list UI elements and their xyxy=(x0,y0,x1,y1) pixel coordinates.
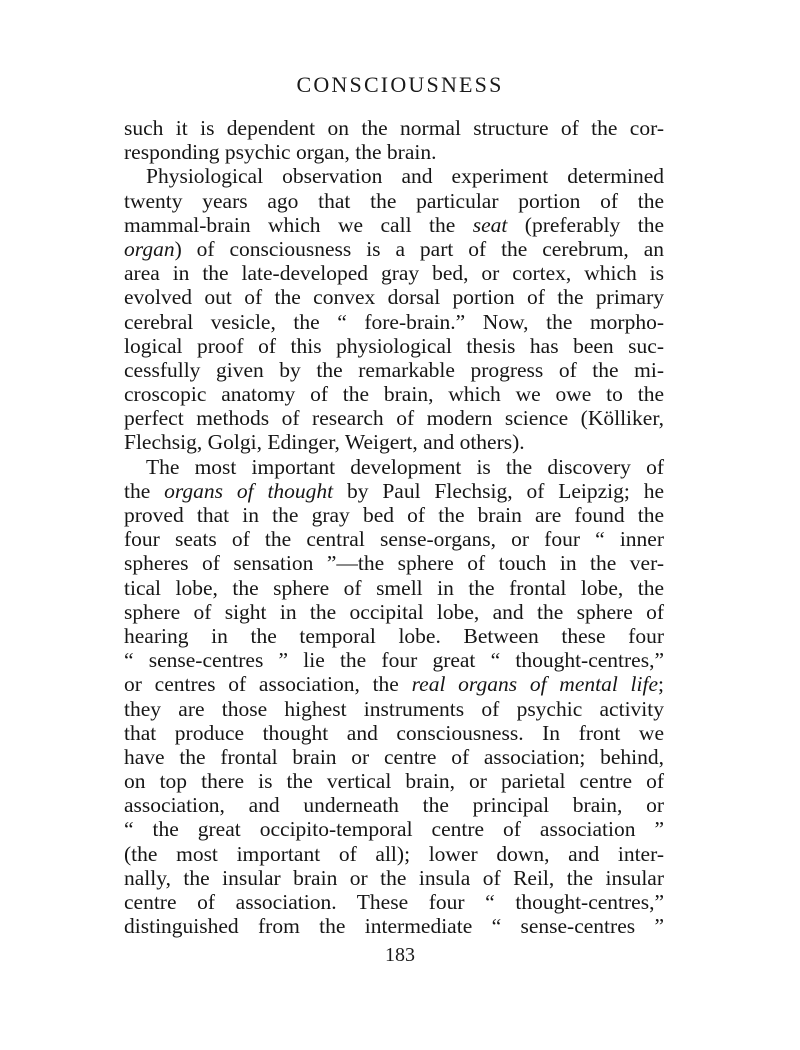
text-line: four seats of the central sense-organs, or four “ inner xyxy=(124,527,664,552)
text-line: have the frontal brain or centre of association; behind, xyxy=(124,744,664,769)
italic-text: organ xyxy=(124,236,175,261)
text-line: spheres of sensation ”—the sphere of touch in the ver- xyxy=(124,551,664,576)
text-line: evolved out of the convex dorsal portion of the primary xyxy=(124,285,664,310)
text-run: mammal-brain which we call the xyxy=(124,212,473,237)
text-line: nally, the insular brain or the insula of Reil, the insular xyxy=(124,865,664,890)
text-line: responding psychic organ, the brain. xyxy=(124,140,437,165)
italic-text: real organs of mental life xyxy=(411,672,659,697)
body-text xyxy=(124,116,664,938)
text-line: association, and underneath the principal brain, or xyxy=(124,793,664,818)
text-line xyxy=(124,479,664,503)
text-line: “ sense-centres ” lie the four great “ thought-centres,” xyxy=(124,648,664,673)
text-line: hearing in the temporal lobe. Between these four xyxy=(124,623,664,648)
text-line: distinguished from the intermediate “ sense-centres ” xyxy=(124,914,664,939)
text-line: tical lobe, the sphere of smell in the frontal lobe, the xyxy=(124,575,664,600)
text-run: ; xyxy=(658,672,664,697)
text-line: Physiological observation and experiment determined xyxy=(146,164,664,189)
text-run: by Paul Flechsig, of Leipzig; he xyxy=(333,478,664,503)
text-run: ) of consciousness is a part of the cerebrum, an xyxy=(174,236,664,261)
text-line: sphere of sight in the occipital lobe, and the sphere of xyxy=(124,599,664,624)
text-line: proved that in the gray bed of the brain are found the xyxy=(124,503,664,527)
text-line xyxy=(124,213,664,237)
text-line: cessfully given by the remarkable progress of the mi- xyxy=(124,357,664,382)
text-line: perfect methods of research of modern science (Kölliker, xyxy=(124,406,664,431)
italic-text: organs of thought xyxy=(164,478,334,503)
text-line: such it is dependent on the normal structure of the cor- xyxy=(124,116,664,140)
text-line xyxy=(124,237,664,261)
text-line: centre of association. These four “ thought-centres,” xyxy=(124,890,664,914)
text-line: “ the great occipito-temporal centre of association ” xyxy=(124,817,664,842)
text-line: The most important development is the discovery of xyxy=(146,454,664,479)
text-line: that produce thought and consciousness. In front we xyxy=(124,720,664,745)
text-line: cerebral vesicle, the “ fore-brain.” Now, the morpho- xyxy=(124,309,664,334)
text-line: on top there is the vertical brain, or parietal centre of xyxy=(124,769,664,794)
italic-text: seat xyxy=(472,212,508,237)
text-run: or centres of association, the xyxy=(124,672,412,697)
text-line: twenty years ago that the particular portion of the xyxy=(124,188,664,213)
text-line: logical proof of this physiological thesis has been suc- xyxy=(124,333,664,358)
text-run: the xyxy=(124,478,165,503)
running-head: CONSCIOUSNESS xyxy=(296,72,504,97)
text-line: (the most important of all); lower down, and inter- xyxy=(124,841,664,866)
text-line: they are those highest instruments of psychic activity xyxy=(124,696,664,721)
page-number: 183 xyxy=(385,944,415,966)
text-line: croscopic anatomy of the brain, which we owe to the xyxy=(124,382,664,407)
text-run: (preferably the xyxy=(507,212,664,237)
text-line: area in the late-developed gray bed, or cortex, which is xyxy=(124,261,664,286)
text-line: Flechsig, Golgi, Edinger, Weigert, and others). xyxy=(124,430,525,455)
text-line xyxy=(124,672,664,696)
